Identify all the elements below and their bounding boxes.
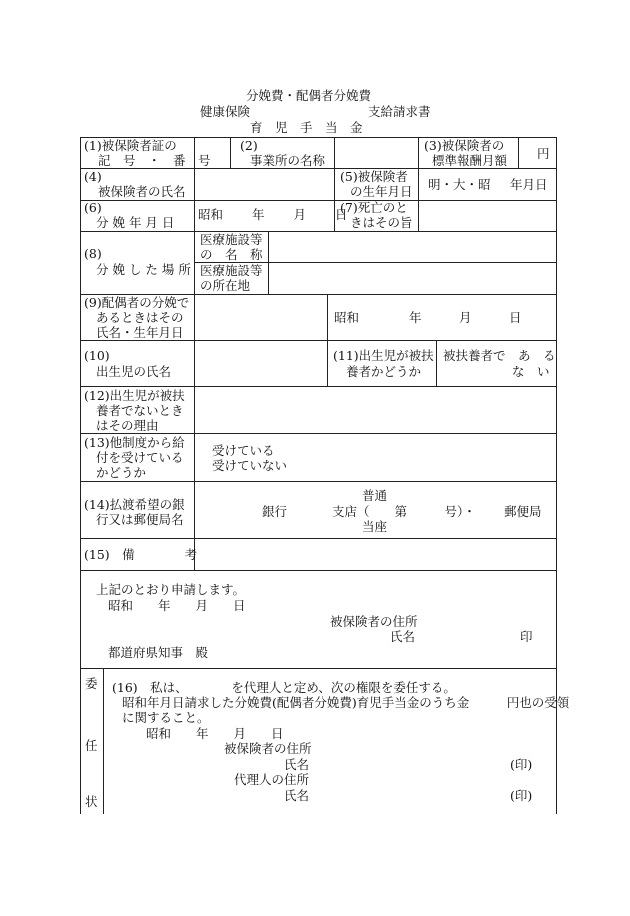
insured-address-label: 被保険者の住所 bbox=[330, 614, 418, 629]
field-14-label: (14)払渡希望の銀 bbox=[84, 497, 185, 512]
field-12-label-2: 養者でないとき bbox=[96, 403, 184, 418]
proxy-line-3: に関すること。 bbox=[122, 710, 210, 725]
field-1-label-2: 記 号 ・ 番 号 bbox=[98, 153, 211, 168]
field-2-label: (2) bbox=[240, 138, 258, 153]
field-12-label-3: はその理由 bbox=[96, 418, 159, 433]
field-12-label: (12)出生児が被扶 bbox=[84, 388, 185, 403]
facility-name-label: 医療施設等 bbox=[200, 232, 263, 247]
dependent-answer-no: な い bbox=[512, 364, 550, 379]
branch-number-label: 支店（ 第 号）・ bbox=[332, 504, 476, 519]
proxy-insured-seal: (印) bbox=[510, 757, 533, 772]
proxy-line-1: (16) 私は、 を代理人と定め、次の権限を委任する。 bbox=[112, 680, 456, 695]
field-7-label: (7)死亡のと bbox=[340, 200, 408, 215]
field-9-label-3: 氏名・生年月日 bbox=[96, 325, 184, 340]
proxy-agent-name: 氏名 bbox=[284, 788, 310, 803]
field-13-label-3: かどうか bbox=[96, 465, 147, 480]
field-5-label: (5)被保険者 bbox=[340, 169, 408, 184]
field-4-label: (4) bbox=[84, 169, 102, 184]
field-3-label-2: 標準報酬月額 bbox=[432, 153, 508, 168]
field-15-label: (15) 備 考 bbox=[84, 547, 198, 562]
field-14-label-2: 行又は郵便局名 bbox=[96, 512, 184, 527]
field-6-label-2: 分 娩 年 月 日 bbox=[96, 215, 175, 230]
facility-address-label: 医療施設等 bbox=[200, 263, 263, 278]
spouse-date-line: 昭和 年 月 日 bbox=[334, 310, 522, 325]
field-3-label: (3)被保険者の bbox=[424, 138, 505, 153]
field-1-label: (1)被保険者証の bbox=[84, 138, 177, 153]
facility-address-label-2: の所在地 bbox=[200, 278, 251, 293]
delivery-date-line: 昭和 年 月 日 bbox=[198, 207, 348, 222]
yen-unit: 円 bbox=[537, 146, 550, 161]
other-benefit-receiving: 受けている bbox=[212, 443, 275, 458]
account-type-ordinary: 普通 bbox=[362, 488, 388, 503]
facility-name-label-2: の 名 称 bbox=[200, 247, 263, 262]
field-6-label: (6) bbox=[84, 200, 102, 215]
proxy-side-char-1: 委 bbox=[85, 676, 98, 691]
dependent-answer-yes: 被扶養者で あ る bbox=[443, 348, 556, 363]
declaration-text: 上記のとおり申請します。 bbox=[96, 582, 246, 597]
field-5-label-2: の生年月日 bbox=[350, 184, 413, 199]
era-choices: 明・大・昭 bbox=[428, 177, 491, 192]
proxy-side-char-2: 任 bbox=[85, 738, 98, 753]
declaration-date-line: 昭和 年 月 日 bbox=[108, 598, 246, 613]
field-11-label-2: 養者かどうか bbox=[346, 364, 422, 379]
field-10-label: (10) bbox=[84, 348, 110, 363]
field-8-label-2: 分 娩 し た 場 所 bbox=[96, 262, 191, 277]
proxy-date-line: 昭和 年 月 日 bbox=[146, 726, 284, 741]
seal-mark: 印 bbox=[520, 629, 533, 644]
addressee: 都道府県知事 殿 bbox=[108, 645, 209, 660]
form-title-claim: 支給請求書 bbox=[368, 104, 431, 119]
field-13-label-2: 付を受けている bbox=[96, 450, 184, 465]
field-9-label: (9)配偶者の分娩で bbox=[84, 295, 190, 310]
field-11-label: (11)出生児が被扶 bbox=[333, 348, 434, 363]
proxy-line-2: 昭和年月日請求した分娩費(配偶者分娩費)育児手当金のうち金 円也の受領 bbox=[122, 695, 570, 710]
proxy-agent-address: 代理人の住所 bbox=[234, 772, 310, 787]
account-type-current: 当座 bbox=[362, 519, 388, 534]
field-13-label: (13)他制度から給 bbox=[84, 435, 185, 450]
field-2-label-2: 事業所の名称 bbox=[250, 153, 326, 168]
form-title-insurance: 健康保険 bbox=[200, 104, 251, 119]
proxy-agent-seal: (印) bbox=[510, 788, 533, 803]
proxy-side-char-3: 状 bbox=[85, 794, 98, 809]
bank-label: 銀行 bbox=[262, 504, 288, 519]
other-benefit-not-receiving: 受けていない bbox=[212, 458, 288, 473]
date-suffix: 年月日 bbox=[510, 177, 548, 192]
field-4-label-2: 被保険者の氏名 bbox=[98, 184, 186, 199]
insured-name-label: 氏名 bbox=[390, 629, 416, 644]
field-8-label: (8) bbox=[84, 246, 102, 261]
field-9-label-2: あるときはその bbox=[96, 310, 184, 325]
proxy-insured-address: 被保険者の住所 bbox=[224, 741, 312, 756]
form-title-line1: 分娩費・配偶者分娩費 bbox=[246, 88, 372, 103]
post-office-label: 郵便局 bbox=[504, 504, 542, 519]
form-title-line3: 育 児 手 当 金 bbox=[250, 120, 363, 135]
field-10-label-2: 出生児の氏名 bbox=[96, 364, 172, 379]
proxy-insured-name: 氏名 bbox=[284, 757, 310, 772]
field-7-label-2: きはその旨 bbox=[350, 215, 413, 230]
